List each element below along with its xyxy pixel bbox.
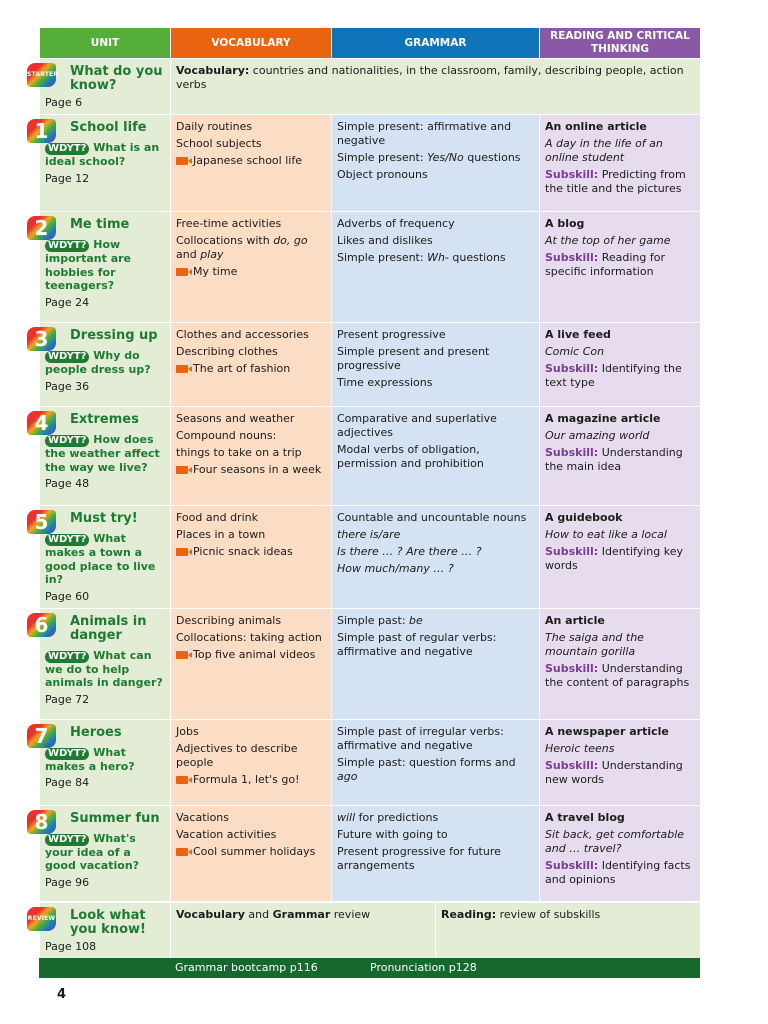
unit-title[interactable]: Dressing up — [70, 328, 158, 343]
subskill-text: Identifying key words — [545, 545, 683, 572]
grammar-item — [337, 545, 534, 559]
vocabulary-item — [176, 429, 326, 443]
vocabulary-text: Four seasons in a week — [193, 463, 322, 476]
reading-text-type: An article — [545, 613, 605, 627]
wdyt-question — [45, 238, 165, 293]
vocabulary-text: Food and drink — [176, 511, 258, 524]
reading-text-type: A magazine article — [545, 412, 661, 425]
unit-row — [40, 323, 701, 407]
grammar-text-part: Future with going to — [337, 827, 448, 841]
review-reading-label: Reading: — [441, 907, 497, 921]
video-item[interactable] — [176, 545, 326, 559]
vocabulary-text: Places in a town — [176, 528, 266, 541]
review-grammar-word: Grammar — [272, 907, 331, 921]
subskill-label: Subskill: — [545, 446, 599, 459]
vocabulary-text: Vacations — [176, 810, 230, 824]
wdyt-question-text: How important are hobbies for teenagers? — [45, 238, 131, 292]
wdyt-question-text: How does the weather affect the way we live? — [45, 433, 160, 474]
reading-cell — [540, 719, 701, 805]
wdyt-question — [45, 141, 165, 169]
reading-cell — [540, 506, 701, 609]
vocabulary-text: Compound nouns: — [176, 429, 277, 442]
wdyt-question-text: What can we do to help animals in danger? — [45, 648, 163, 689]
header-vocabulary: VOCABULARY — [171, 28, 332, 59]
grammar-text-part: for predictions — [355, 810, 439, 824]
unit-number-badge-icon: 3 — [27, 327, 56, 351]
subskill-text: Reading for specific information — [545, 251, 665, 278]
vocabulary-text: Describing clothes — [176, 345, 278, 358]
reading-text-type: A newspaper article — [545, 724, 669, 738]
page-number: 4 — [57, 987, 67, 1002]
vocabulary-text-part: and — [176, 248, 201, 261]
grammar-item — [337, 234, 534, 248]
vocabulary-text-part: Collocations with — [176, 234, 274, 247]
unit-row — [40, 805, 701, 901]
starter-vocab-text: countries and nationalities, in the classroom, family, describing people, action verbs — [176, 64, 684, 91]
grammar-cell — [332, 719, 540, 805]
subskill-label: Subskill: — [545, 362, 599, 375]
reading-cell — [540, 115, 701, 212]
grammar-item — [337, 151, 534, 165]
grammar-cell — [332, 115, 540, 212]
review-title[interactable]: Look what you know! — [70, 907, 146, 937]
vocabulary-item — [176, 811, 326, 825]
unit-title[interactable]: School life — [70, 120, 147, 135]
vocabulary-cell — [171, 323, 332, 407]
unit-cell — [34, 212, 171, 323]
vocabulary-cell — [171, 719, 332, 805]
vocabulary-text: Top five animal videos — [193, 647, 316, 661]
grammar-text-part: Time expressions — [337, 376, 433, 389]
wdyt-question — [45, 832, 165, 873]
subskill-label: Subskill: — [545, 758, 599, 772]
grammar-item — [337, 845, 534, 873]
grammar-item — [337, 120, 534, 148]
video-item[interactable] — [176, 845, 326, 859]
vocabulary-text: The art of fashion — [193, 362, 291, 375]
grammar-text-part: Simple present: — [337, 251, 428, 264]
video-item[interactable] — [176, 362, 326, 376]
grammar-text-part: Object pronouns — [337, 168, 428, 181]
grammar-text-part: Wh- — [427, 251, 449, 264]
vocabulary-text: Free-time activities — [176, 217, 282, 230]
unit-row — [40, 212, 701, 323]
vocabulary-text: My time — [193, 265, 238, 278]
reading-subskill — [545, 545, 695, 573]
reading-cell — [540, 323, 701, 407]
subskill-label: Subskill: — [545, 545, 599, 558]
vocabulary-item — [176, 742, 326, 770]
vocabulary-item — [176, 137, 326, 151]
reading-title: Our amazing world — [545, 429, 650, 442]
unit-title[interactable]: Extremes — [70, 412, 139, 427]
subskill-text: Understanding the content of paragraphs — [545, 661, 690, 689]
review-and-word: and — [244, 907, 273, 921]
grammar-item — [337, 511, 534, 525]
subskill-text: Predicting from the title and the pictures — [545, 168, 686, 195]
reading-text-type: An online article — [545, 120, 647, 133]
subskill-text: Identifying facts and opinions — [545, 858, 691, 886]
unit-row — [40, 506, 701, 609]
reading-subskill — [545, 759, 695, 787]
header-unit: UNIT — [40, 28, 171, 59]
review-page: Page 108 — [45, 939, 97, 953]
unit-title[interactable]: Animals in danger — [70, 613, 147, 643]
grammar-text-part: Simple present: — [337, 151, 428, 164]
grammar-text-part: Simple past: — [337, 613, 410, 627]
vocabulary-item — [176, 345, 326, 359]
unit-page: Page 48 — [45, 477, 90, 490]
grammar-item — [337, 725, 534, 753]
reading-text-type: A travel blog — [545, 810, 625, 824]
reading-title: The saiga and the mountain gorilla — [545, 630, 644, 658]
grammar-text-part: Simple past of regular verbs: affirmative and negative — [337, 630, 497, 658]
grammar-text-part: Present progressive — [337, 328, 446, 341]
subskill-label: Subskill: — [545, 168, 599, 181]
video-camera-icon — [176, 848, 188, 856]
video-item[interactable] — [176, 773, 326, 787]
vocabulary-text: Daily routines — [176, 120, 253, 133]
grammar-text-part: Simple past of irregular verbs: affirmative and negative — [337, 724, 504, 752]
reading-title: Heroic teens — [545, 741, 615, 755]
grammar-text-part: Comparative and superlative adjectives — [337, 412, 497, 439]
wdyt-badge: WDYT? — [45, 534, 89, 546]
unit-title[interactable]: Summer fun — [70, 810, 160, 826]
subskill-text: Understanding the main idea — [545, 446, 683, 473]
review-reading-cell — [436, 902, 701, 960]
subskill-text: Understanding new words — [545, 758, 683, 786]
grammar-text-part: Is there … ? Are there … ? — [337, 545, 482, 558]
vocabulary-text: Vacation activities — [176, 827, 277, 841]
subskill-label: Subskill: — [545, 251, 599, 264]
vocabulary-item — [176, 234, 326, 262]
vocabulary-item — [176, 528, 326, 542]
vocabulary-item — [176, 328, 326, 342]
grammar-text-part: questions — [448, 251, 506, 264]
contents-table — [27, 27, 701, 902]
grammar-text-part: Simple present and present progressive — [337, 345, 490, 372]
vocabulary-cell — [171, 506, 332, 609]
starter-title[interactable]: What do you know? — [70, 64, 163, 93]
vocabulary-item — [176, 412, 326, 426]
starter-badge-icon: STARTER — [27, 63, 56, 87]
reading-text-type: A blog — [545, 217, 585, 230]
video-camera-icon — [176, 466, 188, 474]
reading-subskill — [545, 362, 695, 390]
vocabulary-cell — [171, 212, 332, 323]
grammar-item — [337, 328, 534, 342]
vocabulary-item — [176, 446, 326, 460]
grammar-text-part: How much/many … ? — [337, 562, 454, 575]
reading-title: How to eat like a local — [545, 528, 667, 541]
grammar-item — [337, 828, 534, 842]
reading-subskill — [545, 859, 695, 887]
grammar-text-part: Simple past: question forms and — [337, 755, 516, 769]
header-reading: READING AND CRITICAL THINKING — [540, 28, 701, 59]
grammar-item — [337, 756, 534, 784]
unit-number-badge-icon: 4 — [27, 411, 56, 435]
vocabulary-text: Clothes and accessories — [176, 328, 309, 341]
vocabulary-text-part: play — [200, 248, 224, 261]
grammar-text-part: Countable and uncountable nouns — [337, 511, 527, 524]
grammar-text-part: be — [409, 613, 423, 627]
review-review-word: review — [330, 907, 371, 921]
wdyt-badge: WDYT? — [45, 143, 89, 155]
wdyt-question-text: What's your idea of a good vacation? — [45, 831, 140, 872]
video-camera-icon — [176, 651, 188, 659]
reading-subskill — [545, 168, 695, 196]
grammar-text-part: Present progressive for future arrangements — [337, 844, 501, 872]
vocabulary-cell — [171, 115, 332, 212]
grammar-text-part: questions — [463, 151, 521, 164]
reading-text-type: A guidebook — [545, 511, 623, 524]
vocabulary-text: Picnic snack ideas — [193, 545, 293, 558]
reading-title: A day in the life of an online student — [545, 137, 663, 164]
unit-page: Page 84 — [45, 776, 90, 789]
grammar-text-part: will — [337, 810, 356, 824]
review-unit-cell — [27, 902, 171, 960]
reading-cell — [540, 407, 701, 506]
reading-text-type: A live feed — [545, 328, 611, 341]
video-item[interactable] — [176, 648, 326, 662]
review-badge-icon: REVIEW — [27, 907, 56, 931]
reading-subskill — [545, 251, 695, 279]
subskill-label: Subskill: — [545, 661, 599, 675]
vocabulary-item — [176, 631, 326, 645]
review-reading-text: review of subskills — [496, 907, 601, 921]
unit-cell — [34, 719, 171, 805]
video-item[interactable] — [176, 265, 326, 279]
vocabulary-text: Formula 1, let's go! — [193, 772, 300, 786]
grammar-cell — [332, 407, 540, 506]
subskill-label: Subskill: — [545, 858, 599, 872]
grammar-text-part: Yes/No — [427, 151, 464, 164]
unit-number-badge-icon: 5 — [27, 510, 56, 534]
unit-cell — [34, 407, 171, 506]
review-vg-cell — [171, 902, 436, 960]
header-row — [40, 28, 701, 59]
vocabulary-text: Collocations: taking action — [176, 630, 322, 644]
grammar-item — [337, 412, 534, 440]
grammar-cell — [332, 805, 540, 901]
vocabulary-text: Jobs — [176, 724, 199, 738]
wdyt-badge: WDYT? — [45, 651, 89, 663]
vocabulary-text: School subjects — [176, 137, 262, 150]
unit-number-badge-icon: 6 — [27, 613, 56, 637]
unit-number-badge-icon: 1 — [27, 119, 56, 143]
wdyt-badge: WDYT? — [45, 351, 89, 363]
starter-row — [40, 59, 701, 115]
grammar-cell — [332, 608, 540, 719]
wdyt-question-text: Why do people dress up? — [45, 349, 151, 376]
vocabulary-text-part: do, go — [273, 234, 308, 247]
grammar-cell — [332, 506, 540, 609]
unit-number-badge-icon: 8 — [27, 810, 56, 834]
unit-page: Page 96 — [45, 875, 90, 889]
vocabulary-item — [176, 725, 326, 739]
vocabulary-text: things to take on a trip — [176, 446, 302, 459]
reading-cell — [540, 805, 701, 901]
starter-vocab-label: Vocabulary: — [176, 64, 250, 77]
video-camera-icon — [176, 776, 188, 784]
review-vocabulary-word: Vocabulary — [176, 907, 245, 921]
footer-grammar-bootcamp[interactable]: Grammar bootcamp p116 — [175, 961, 318, 974]
vocabulary-text: Describing animals — [176, 613, 282, 627]
grammar-item — [337, 443, 534, 471]
vocabulary-text: Cool summer holidays — [193, 844, 316, 858]
header-grammar: GRAMMAR — [332, 28, 540, 59]
reading-title: Comic Con — [545, 345, 605, 358]
wdyt-question-text: What makes a hero? — [45, 745, 135, 773]
starter-page: Page 6 — [45, 96, 83, 109]
footer-pronunciation[interactable]: Pronunciation p128 — [370, 961, 477, 974]
grammar-item — [337, 217, 534, 231]
wdyt-badge: WDYT? — [45, 748, 89, 760]
video-item[interactable] — [176, 154, 326, 168]
footer-bar — [39, 958, 700, 978]
unit-cell — [34, 805, 171, 901]
grammar-text-part: ago — [337, 769, 358, 783]
grammar-item — [337, 251, 534, 265]
unit-page: Page 12 — [45, 171, 90, 185]
unit-title[interactable]: Must try! — [70, 511, 138, 526]
wdyt-question — [45, 746, 165, 774]
vocabulary-item — [176, 217, 326, 231]
grammar-cell — [332, 323, 540, 407]
vocabulary-cell — [171, 407, 332, 506]
unit-cell — [34, 506, 171, 609]
unit-title[interactable]: Me time — [70, 217, 130, 232]
grammar-item — [337, 528, 534, 542]
video-camera-icon — [176, 268, 188, 276]
grammar-item — [337, 631, 534, 659]
grammar-item — [337, 376, 534, 390]
vocabulary-cell — [171, 805, 332, 901]
starter-unit-cell — [27, 59, 171, 115]
unit-number-badge-icon: 7 — [27, 724, 56, 748]
unit-cell — [34, 115, 171, 212]
unit-page: Page 36 — [45, 379, 90, 393]
wdyt-badge: WDYT? — [45, 435, 89, 447]
grammar-cell — [332, 212, 540, 323]
reading-subskill — [545, 662, 695, 690]
unit-row — [40, 115, 701, 212]
grammar-item — [337, 811, 534, 825]
wdyt-question — [45, 649, 165, 690]
grammar-item — [337, 562, 534, 576]
grammar-item — [337, 345, 534, 373]
reading-title: At the top of her game — [545, 234, 671, 247]
wdyt-question-text: What is an ideal school? — [45, 141, 160, 168]
grammar-text-part: Adverbs of frequency — [337, 217, 455, 230]
review-row — [40, 902, 701, 960]
reading-subskill — [545, 446, 695, 474]
unit-row — [40, 608, 701, 719]
wdyt-question — [45, 349, 165, 377]
wdyt-question — [45, 433, 165, 474]
grammar-text-part: there is/are — [337, 528, 401, 541]
vocabulary-item — [176, 120, 326, 134]
grammar-item — [337, 168, 534, 182]
review-table — [27, 902, 701, 961]
unit-page: Page 72 — [45, 692, 90, 706]
video-item[interactable] — [176, 463, 326, 477]
unit-cell — [34, 608, 171, 719]
contents-table-wrap — [27, 27, 700, 961]
grammar-text-part: Modal verbs of obligation, permission and prohibition — [337, 443, 484, 470]
grammar-text-part: Simple present: affirmative and negative — [337, 120, 512, 147]
reading-cell — [540, 608, 701, 719]
unit-page: Page 24 — [45, 295, 90, 309]
subskill-text: Identifying the text type — [545, 362, 682, 389]
vocabulary-cell — [171, 608, 332, 719]
vocabulary-item — [176, 828, 326, 842]
vocabulary-text: Seasons and weather — [176, 412, 295, 425]
wdyt-question — [45, 532, 165, 587]
video-camera-icon — [176, 548, 188, 556]
vocabulary-text: Adjectives to describe people — [176, 741, 298, 769]
unit-row — [40, 407, 701, 506]
wdyt-question-text: What makes a town a good place to live in? — [45, 532, 156, 586]
unit-number-badge-icon: 2 — [27, 216, 56, 240]
unit-title[interactable]: Heroes — [70, 724, 122, 740]
vocabulary-item — [176, 511, 326, 525]
unit-page: Page 60 — [45, 589, 90, 603]
unit-cell — [34, 323, 171, 407]
wdyt-badge: WDYT? — [45, 834, 89, 846]
grammar-item — [337, 614, 534, 628]
wdyt-badge: WDYT? — [45, 240, 89, 252]
video-camera-icon — [176, 157, 188, 165]
unit-row — [40, 719, 701, 805]
grammar-text-part: Likes and dislikes — [337, 234, 433, 247]
vocabulary-text: Japanese school life — [193, 154, 302, 167]
vocabulary-item — [176, 614, 326, 628]
reading-title: Sit back, get comfortable and … travel? — [545, 827, 685, 855]
reading-cell — [540, 212, 701, 323]
video-camera-icon — [176, 365, 188, 373]
starter-content-cell — [171, 59, 701, 115]
